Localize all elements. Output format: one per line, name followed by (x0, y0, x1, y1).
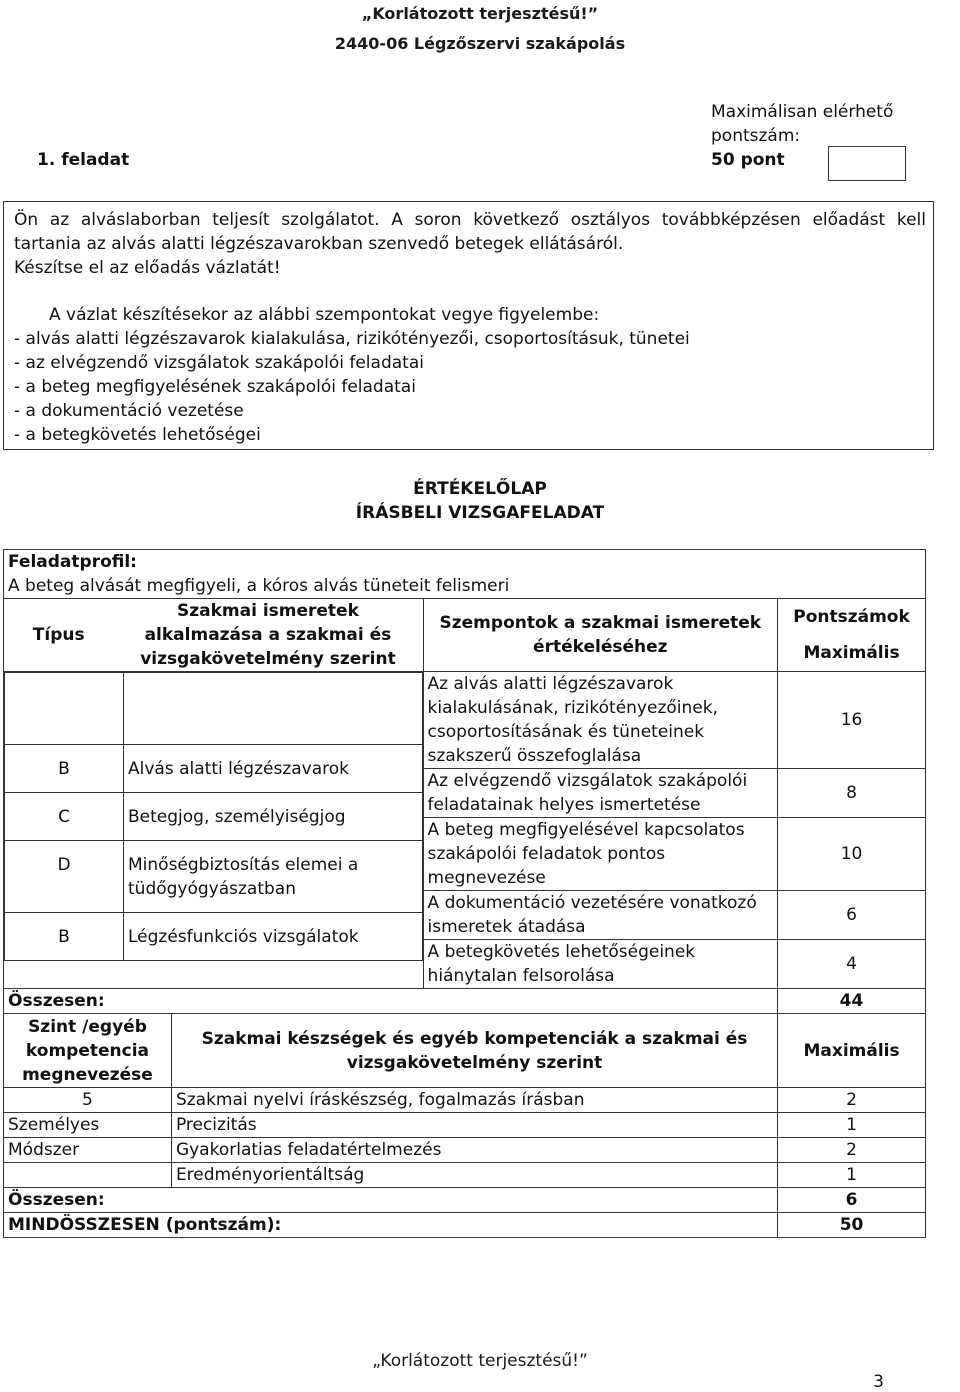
module-title-header: 2440-06 Légzőszervi szakápolás (334, 34, 626, 53)
points-header-label: Pontszámok (793, 607, 910, 627)
competency-sum-label: Összesen: (4, 1188, 778, 1213)
guide-item: - a beteg megfigyelésének szakápolói feladatai (14, 377, 416, 397)
criteria-cell: Az elvégzendő vizsgálatok szakápolói feladatainak helyes ismertetése (423, 769, 777, 818)
competency-points: 1 (778, 1113, 926, 1138)
points-column-header (778, 599, 926, 672)
competency-level-header: Szint /egyéb kompetencia megnevezése (4, 1014, 172, 1088)
criteria-points: 6 (778, 891, 926, 940)
written-exam-title: ÍRÁSBELI VIZSGAFELADAT (355, 503, 605, 523)
knowledge-sum-label: Összesen: (4, 989, 778, 1014)
task-intro-line-2: tartania az alvás alatti légzészavarokban szenvedő betegek ellátásáról. (14, 234, 624, 254)
grand-total-value: 50 (778, 1213, 926, 1238)
type-column-header: Típus (4, 599, 114, 672)
criteria-cell: Az alvás alatti légzészavarok kialakulásának, rizikótényezőinek, csoportosításának és tüneteinek szakszerű összefoglalása (423, 672, 777, 769)
criteria-cell: A betegkövetés lehetőségeinek hiánytalan felsorolása (423, 940, 777, 989)
competency-sum-value: 6 (778, 1188, 926, 1213)
task-intro-line-3: Készítse el az előadás vázlatát! (14, 258, 281, 278)
topic-name: Alvás alatti légzészavarok (124, 745, 423, 793)
competency-skill: Precizitás (171, 1113, 777, 1138)
task-profile-label: Feladatprofil: (8, 552, 137, 572)
competency-points: 2 (778, 1088, 926, 1113)
task-description-box (3, 201, 934, 450)
topic-name: Légzésfunkciós vizsgálatok (124, 913, 423, 961)
grand-total-label: MINDÖSSZESEN (pontszám): (4, 1213, 778, 1238)
score-entry-box[interactable] (828, 146, 906, 181)
topic-type: B (5, 745, 124, 793)
topic-type: C (5, 793, 124, 841)
criteria-column-header: Szempontok a szakmai ismeretek értékeléséhez (423, 599, 777, 672)
knowledge-sum-value: 44 (778, 989, 926, 1014)
guide-title: A vázlat készítésekor az alábbi szempontokat vegye figyelembe: (49, 305, 600, 325)
knowledge-topics-cell (4, 672, 424, 989)
task-profile-cell (4, 550, 926, 599)
knowledge-column-header: Szakmai ismeretek alkalmazása a szakmai és vizsgakövetelmény szerint (113, 599, 423, 672)
criteria-cell: A beteg megfigyelésével kapcsolatos szakápolói feladatok pontos megnevezése (423, 818, 777, 891)
competency-skill: Eredményorientáltság (171, 1163, 777, 1188)
guide-item: - alvás alatti légzészavarok kialakulása, rizikótényezői, csoportosításuk, tünetei (14, 329, 690, 349)
criteria-points: 8 (778, 769, 926, 818)
restricted-distribution-header: „Korlátozott terjesztésű!” (361, 4, 599, 23)
task-intro-line-1: Ön az alváslaborban teljesít szolgálatot. A soron következő osztályos továbbképzésen előadást kell (14, 210, 926, 230)
task-profile-text: A beteg alvását megfigyeli, a kóros alvás tüneteit felismeri (8, 576, 510, 596)
topic-type: B (5, 913, 124, 961)
competency-table (3, 1013, 926, 1238)
competency-level: Személyes (4, 1113, 172, 1138)
knowledge-topics-list (4, 672, 423, 961)
max-points-value: 50 pont (711, 150, 785, 170)
restricted-distribution-footer: „Korlátozott terjesztésű!” (372, 1351, 588, 1371)
max-points-label: Maximálisan elérhető pontszám: (711, 102, 894, 146)
competency-skill: Gyakorlatias feladatértelmezés (171, 1138, 777, 1163)
max-header-label: Maximális (803, 643, 900, 663)
competency-level: Módszer (4, 1138, 172, 1163)
criteria-points: 16 (778, 672, 926, 769)
topic-type: D (5, 841, 124, 913)
competency-skill: Szakmai nyelvi íráskészség, fogalmazás írásban (171, 1088, 777, 1113)
competency-level: 5 (4, 1088, 172, 1113)
guide-item: - a betegkövetés lehetőségei (14, 425, 261, 445)
competency-max-header: Maximális (778, 1014, 926, 1088)
competency-points: 1 (778, 1163, 926, 1188)
guide-item: - a dokumentáció vezetése (14, 401, 244, 421)
topic-name: Betegjog, személyiségjog (124, 793, 423, 841)
competency-points: 2 (778, 1138, 926, 1163)
criteria-cell: A dokumentáció vezetésére vonatkozó ismeretek átadása (423, 891, 777, 940)
criteria-points: 4 (778, 940, 926, 989)
page-number: 3 (873, 1372, 884, 1392)
competency-skills-header: Szakmai készségek és egyéb kompetenciák a szakmai és vizsgakövetelmény szerint (171, 1014, 777, 1088)
evaluation-sheet-title: ÉRTÉKELŐLAP (413, 479, 547, 499)
task-number-label: 1. feladat (37, 150, 130, 170)
guide-item: - az elvégzendő vizsgálatok szakápolói feladatai (14, 353, 424, 373)
criteria-points: 10 (778, 818, 926, 891)
competency-level (4, 1163, 172, 1188)
topic-name: Minőségbiztosítás elemei a tüdőgyógyászatban (124, 841, 423, 913)
evaluation-table (3, 549, 926, 1014)
